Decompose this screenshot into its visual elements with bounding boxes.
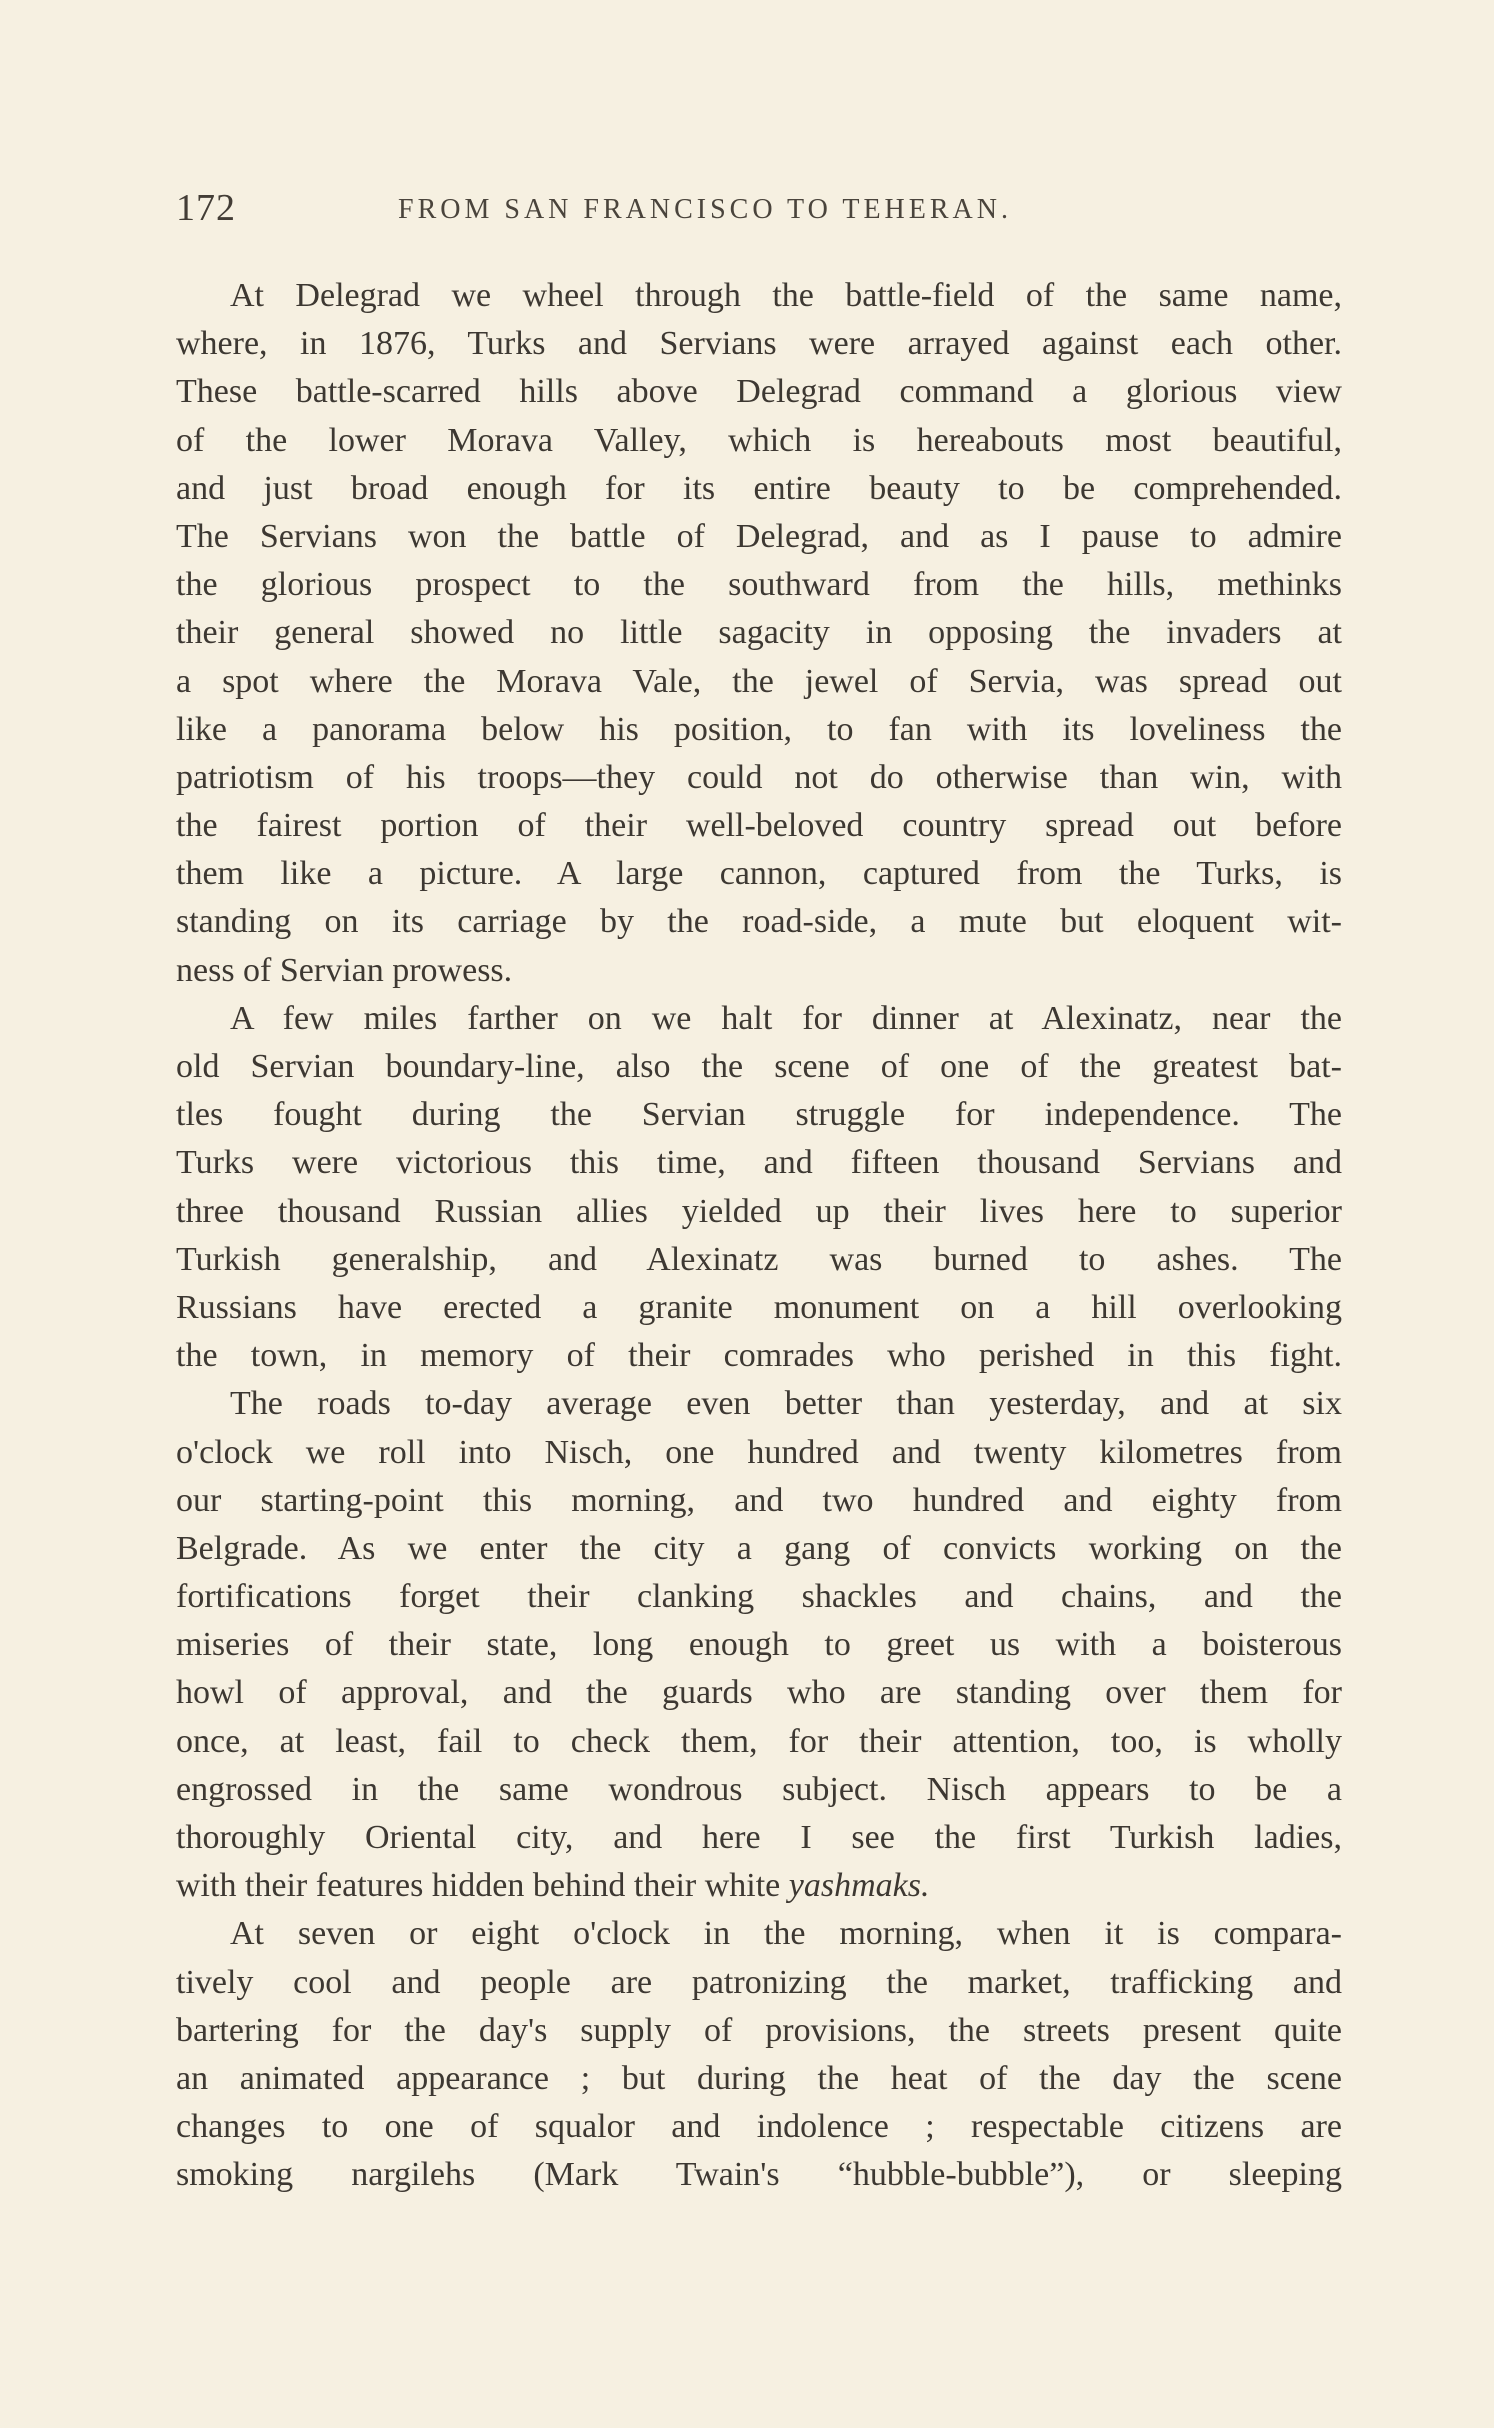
text-line: like a panorama below his position, to fan with its loveliness the <box>176 710 1342 748</box>
text-line: bartering for the day's supply of provisions, the streets present quite <box>176 2011 1342 2049</box>
text-line: old Servian boundary-line, also the scene of one of the greatest bat- <box>176 1048 1342 1085</box>
text-line: their general showed no little sagacity in opposing the invaders at <box>176 614 1342 652</box>
text-line: o'clock we roll into Nisch, one hundred and twenty kilometres from <box>176 1433 1342 1471</box>
text-line: miseries of their state, long enough to greet us with a boisterous <box>176 1626 1342 1664</box>
text-line: three thousand Russian allies yielded up their lives here to superior <box>176 1192 1342 1230</box>
text-line: of the lower Morava Valley, which is hereabouts most beautiful, <box>176 421 1342 459</box>
text-line: Belgrade. As we enter the city a gang of convicts working on the <box>176 1529 1342 1567</box>
text-line: engrossed in the same wondrous subject. Nisch appears to be a <box>176 1770 1342 1808</box>
text-line: an animated appearance ; but during the heat of the day the scene <box>176 2059 1342 2097</box>
running-title: FROM SAN FRANCISCO TO TEHERAN. <box>398 194 1012 225</box>
text-line: fortifications forget their clanking shackles and chains, and the <box>176 1578 1342 1616</box>
page-header <box>176 188 1342 238</box>
text-line: Russians have erected a granite monument on a hill overlooking <box>176 1288 1342 1326</box>
text-line: thoroughly Oriental city, and here I see the first Turkish ladies, <box>176 1819 1342 1856</box>
text-line: At Delegrad we wheel through the battle-field of the same name, <box>230 277 1342 314</box>
body-text <box>176 272 1342 2200</box>
text-line: tively cool and people are patronizing the market, trafficking and <box>176 1963 1342 2001</box>
text-line: patriotism of his troops—they could not do otherwise than win, with <box>176 758 1342 796</box>
text-line: At seven or eight o'clock in the morning, when it is compara- <box>230 1915 1342 1953</box>
text-line: Turks were victorious this time, and fifteen thousand Servians and <box>176 1144 1342 1182</box>
text-line: once, at least, fail to check them, for their attention, too, is wholly <box>176 1722 1342 1760</box>
text-line: howl of approval, and the guards who are standing over them for <box>176 1674 1342 1712</box>
text-line: The roads to-day average even better than yesterday, and at six <box>230 1385 1342 1423</box>
text-line: Turkish generalship, and Alexinatz was burned to ashes. The <box>176 1240 1342 1278</box>
text-line: smoking nargilehs (Mark Twain's “hubble-bubble”), or sleeping <box>176 2156 1342 2194</box>
text-line: the glorious prospect to the southward from the hills, methinks <box>176 566 1342 604</box>
text-line: changes to one of squalor and indolence ; respectable citizens are <box>176 2108 1342 2146</box>
text-line: The Servians won the battle of Delegrad, and as I pause to admire <box>176 517 1342 555</box>
text-line <box>176 1862 1342 1910</box>
text-line: and just broad enough for its entire beauty to be comprehended. <box>176 469 1342 507</box>
text-line: These battle-scarred hills above Delegrad command a glorious view <box>176 373 1342 411</box>
text-line: standing on its carriage by the road-side, a mute but eloquent wit- <box>176 903 1342 941</box>
text-line: A few miles farther on we halt for dinner at Alexinatz, near the <box>230 999 1342 1037</box>
text-line: our starting-point this morning, and two hundred and eighty from <box>176 1481 1342 1519</box>
text-line: a spot where the Morava Vale, the jewel of Servia, was spread out <box>176 662 1342 700</box>
text-line: them like a picture. A large cannon, captured from the Turks, is <box>176 855 1342 893</box>
italic-term: yashmaks. <box>788 1867 930 1905</box>
text-line: tles fought during the Servian struggle for independence. The <box>176 1096 1342 1134</box>
text-line: ness of Servian prowess. <box>176 951 513 989</box>
text-line: the town, in memory of their comrades who perished in this fight. <box>176 1337 1342 1375</box>
text-line: where, in 1876, Turks and Servians were arrayed against each other. <box>176 325 1342 363</box>
text-line-roman: with their features hidden behind their white <box>176 1867 781 1905</box>
page-number: 172 <box>176 187 236 229</box>
text-line: the fairest portion of their well-beloved country spread out before <box>176 807 1342 845</box>
